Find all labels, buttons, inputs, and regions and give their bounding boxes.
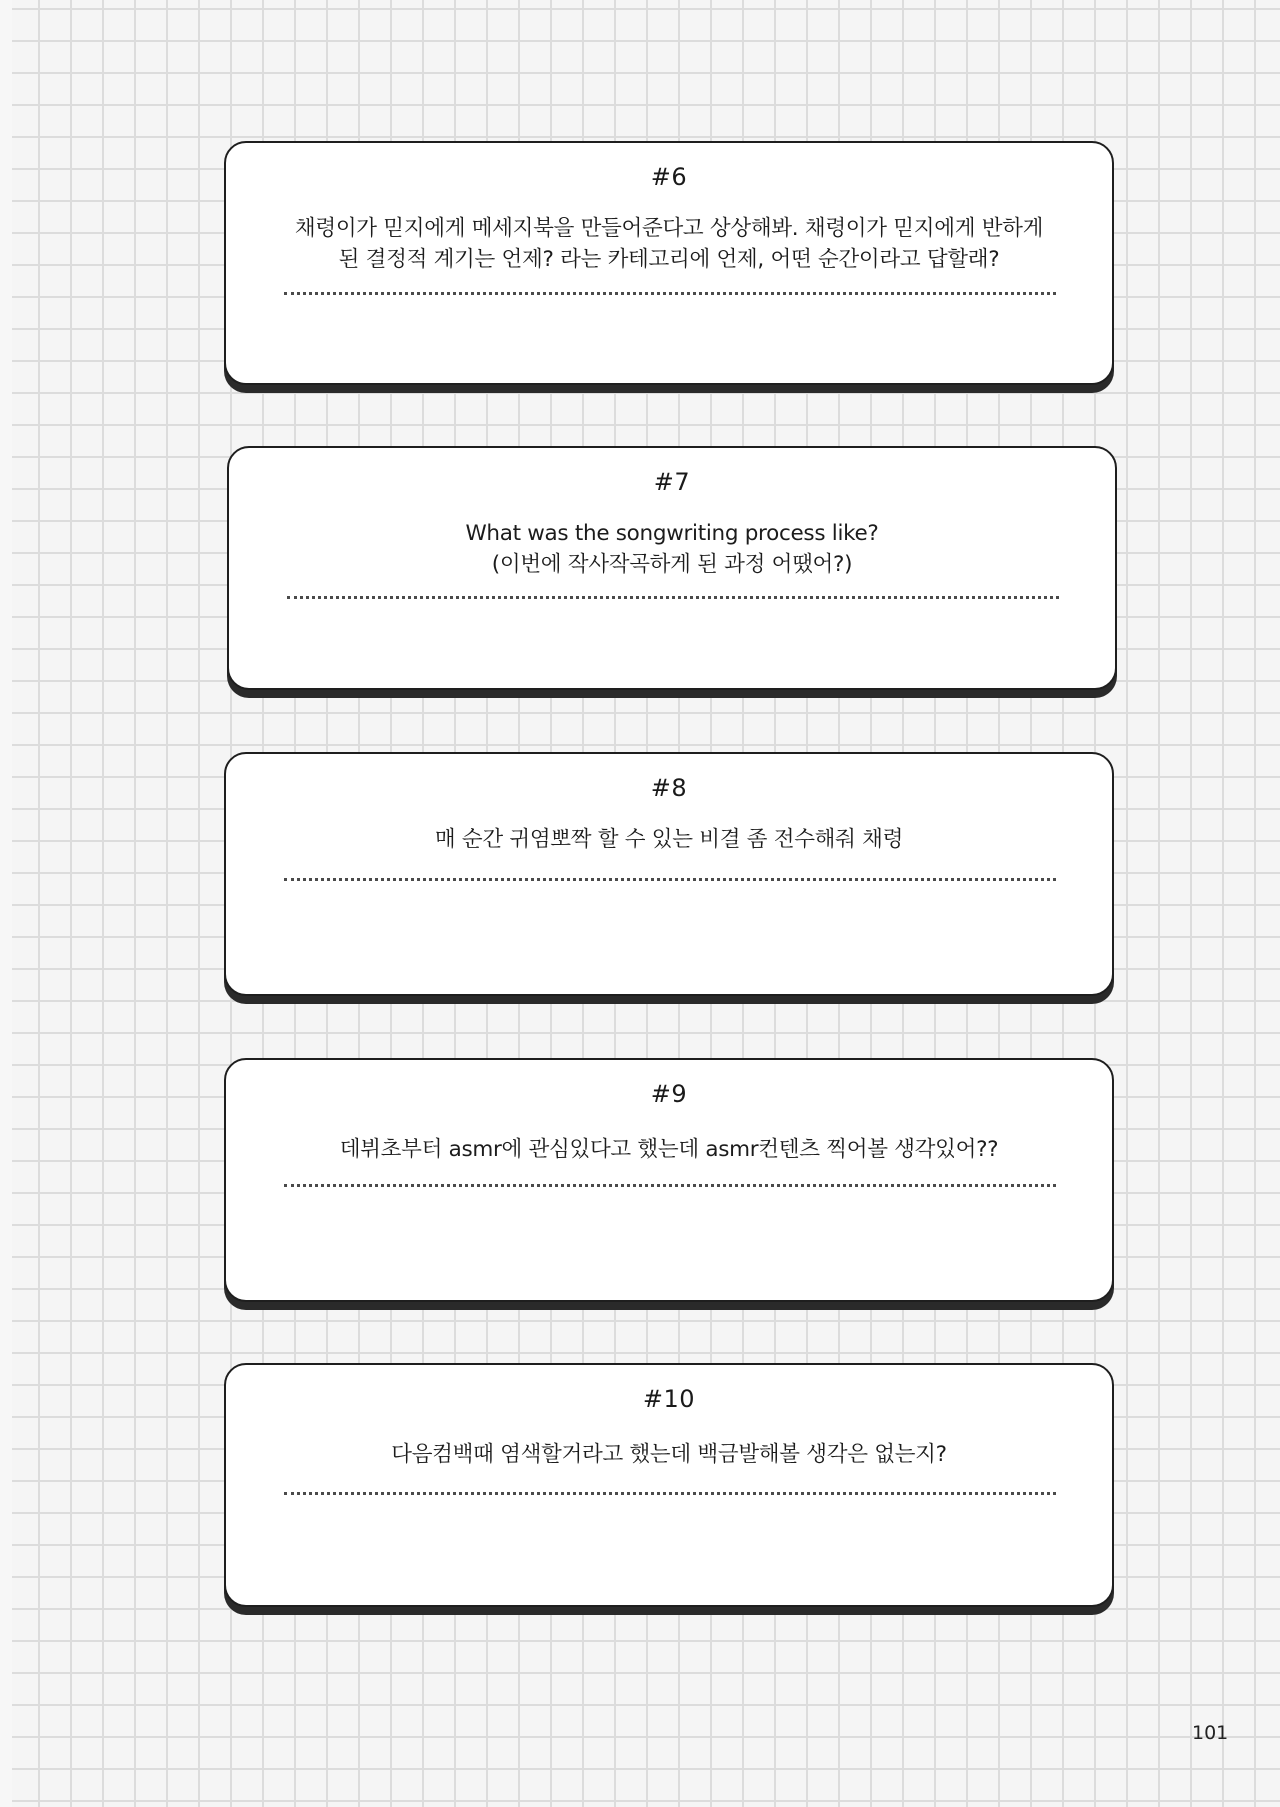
question-card-8 [224, 752, 1114, 996]
question-text: 채령이가 믿지에게 메세지북을 만들어준다고 상상해봐. 채령이가 믿지에게 반하게 된 결정적 계기는 언제? 라는 카테고리에 언제, 어떤 순간이라고 답할래? [294, 216, 1044, 272]
question-number: #9 [650, 1080, 688, 1108]
question-card-9 [224, 1058, 1114, 1302]
answer-line [284, 1492, 1056, 1495]
question-card-6 [224, 141, 1114, 385]
question-card-7 [227, 446, 1117, 690]
answer-line [284, 878, 1056, 881]
answer-line [287, 596, 1059, 599]
question-text: 다음컴백때 염색할거라고 했는데 백금발해볼 생각은 없는지? [391, 1442, 947, 1467]
page-number: 101 [1192, 1722, 1229, 1744]
question-text: What was the songwriting process like? (이번에 작사작곡하게 된 과정 어땠어?) [465, 521, 879, 577]
question-text: 매 순간 귀염뽀짝 할 수 있는 비결 좀 전수해줘 채령 [434, 827, 904, 852]
answer-line [284, 1184, 1056, 1187]
question-text: 데뷔초부터 asmr에 관심있다고 했는데 asmr컨텐츠 찍어볼 생각있어?? [339, 1137, 999, 1162]
question-card-10 [224, 1363, 1114, 1607]
question-number: #7 [653, 468, 691, 496]
question-number: #10 [642, 1385, 696, 1413]
question-number: #8 [650, 774, 688, 802]
question-number: #6 [650, 163, 688, 191]
answer-line [284, 292, 1056, 295]
page-edge [0, 0, 12, 1807]
